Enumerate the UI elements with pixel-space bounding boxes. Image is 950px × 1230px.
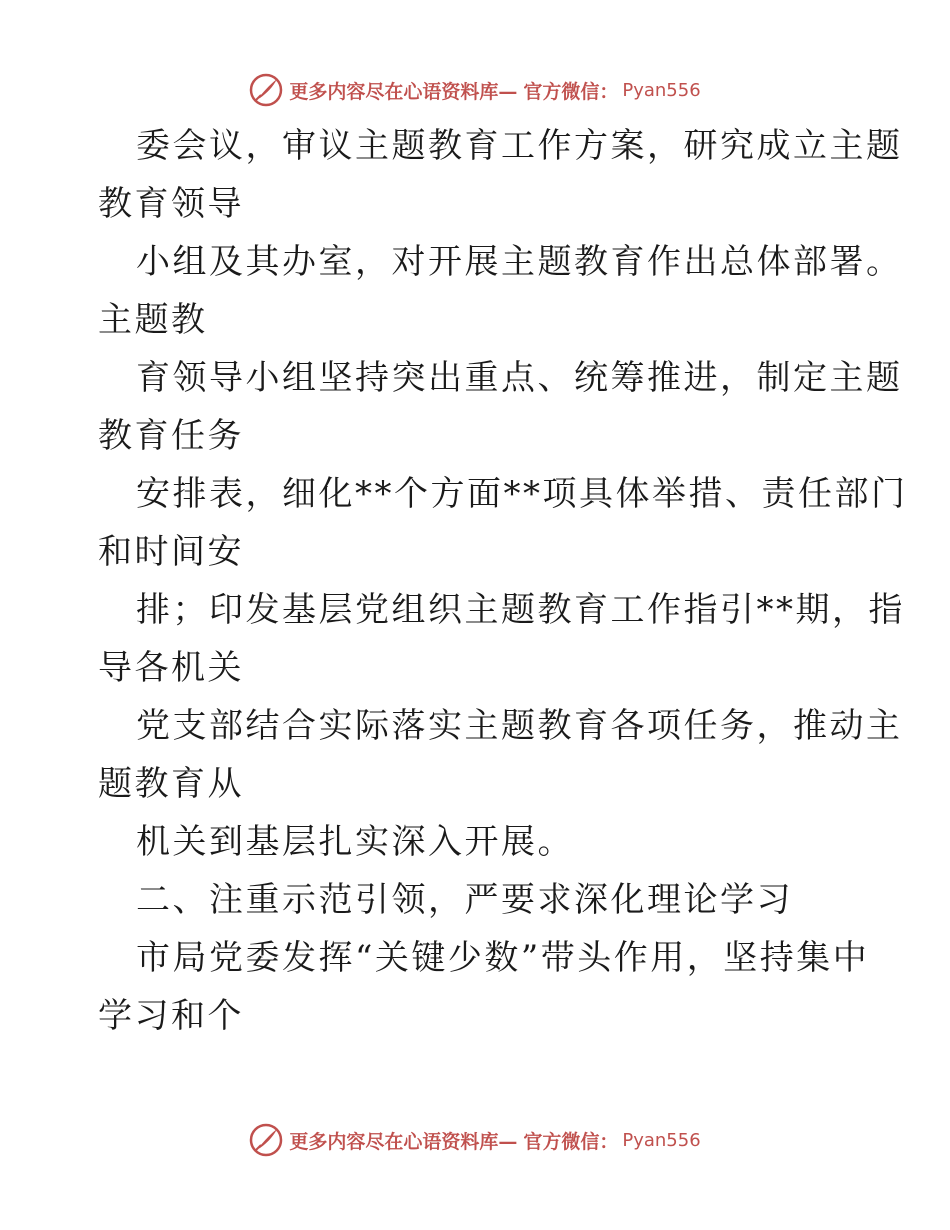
body-line: 委会议，审议主题教育工作方案，研究成立主题 xyxy=(136,126,903,166)
watermark-wechat-id: Pyan556 xyxy=(622,79,701,101)
body-line: 主题教 xyxy=(98,300,208,340)
quill-pen-logo-icon xyxy=(249,1123,283,1157)
body-line: 市局党委发挥“关键少数”带头作用，坚持集中 xyxy=(136,938,870,978)
section-heading: 二、注重示范引领，严要求深化理论学习 xyxy=(136,880,793,920)
body-line: 育领导小组坚持突出重点、统筹推进，制定主题 xyxy=(136,358,903,398)
watermark-wechat-label: 官方微信： xyxy=(523,80,619,103)
watermark-site-text: 更多内容尽在心语资料库— xyxy=(289,1130,518,1153)
body-line: 机关到基层扎实深入开展。 xyxy=(136,822,574,862)
body-line: 题教育从 xyxy=(98,764,244,804)
body-line: 教育任务 xyxy=(98,416,244,456)
body-line: 党支部结合实际落实主题教育各项任务，推动主 xyxy=(136,706,903,746)
watermark-wechat-label: 官方微信： xyxy=(523,1130,619,1153)
body-line: 排；印发基层党组织主题教育工作指引**期，指 xyxy=(136,590,905,630)
body-line: 安排表，细化**个方面**项具体举措、责任部门 xyxy=(136,474,908,514)
body-line: 小组及其办室，对开展主题教育作出总体部署。 xyxy=(136,242,903,282)
watermark-site-text: 更多内容尽在心语资料库— xyxy=(289,80,518,103)
body-line: 学习和个 xyxy=(98,996,244,1036)
quill-pen-logo-icon xyxy=(249,73,283,107)
header-watermark xyxy=(0,70,950,110)
footer-watermark xyxy=(0,1120,950,1160)
body-line: 和时间安 xyxy=(98,532,244,572)
body-line: 导各机关 xyxy=(98,648,244,688)
watermark-wechat-id: Pyan556 xyxy=(622,1129,701,1151)
body-line: 教育领导 xyxy=(98,184,244,224)
